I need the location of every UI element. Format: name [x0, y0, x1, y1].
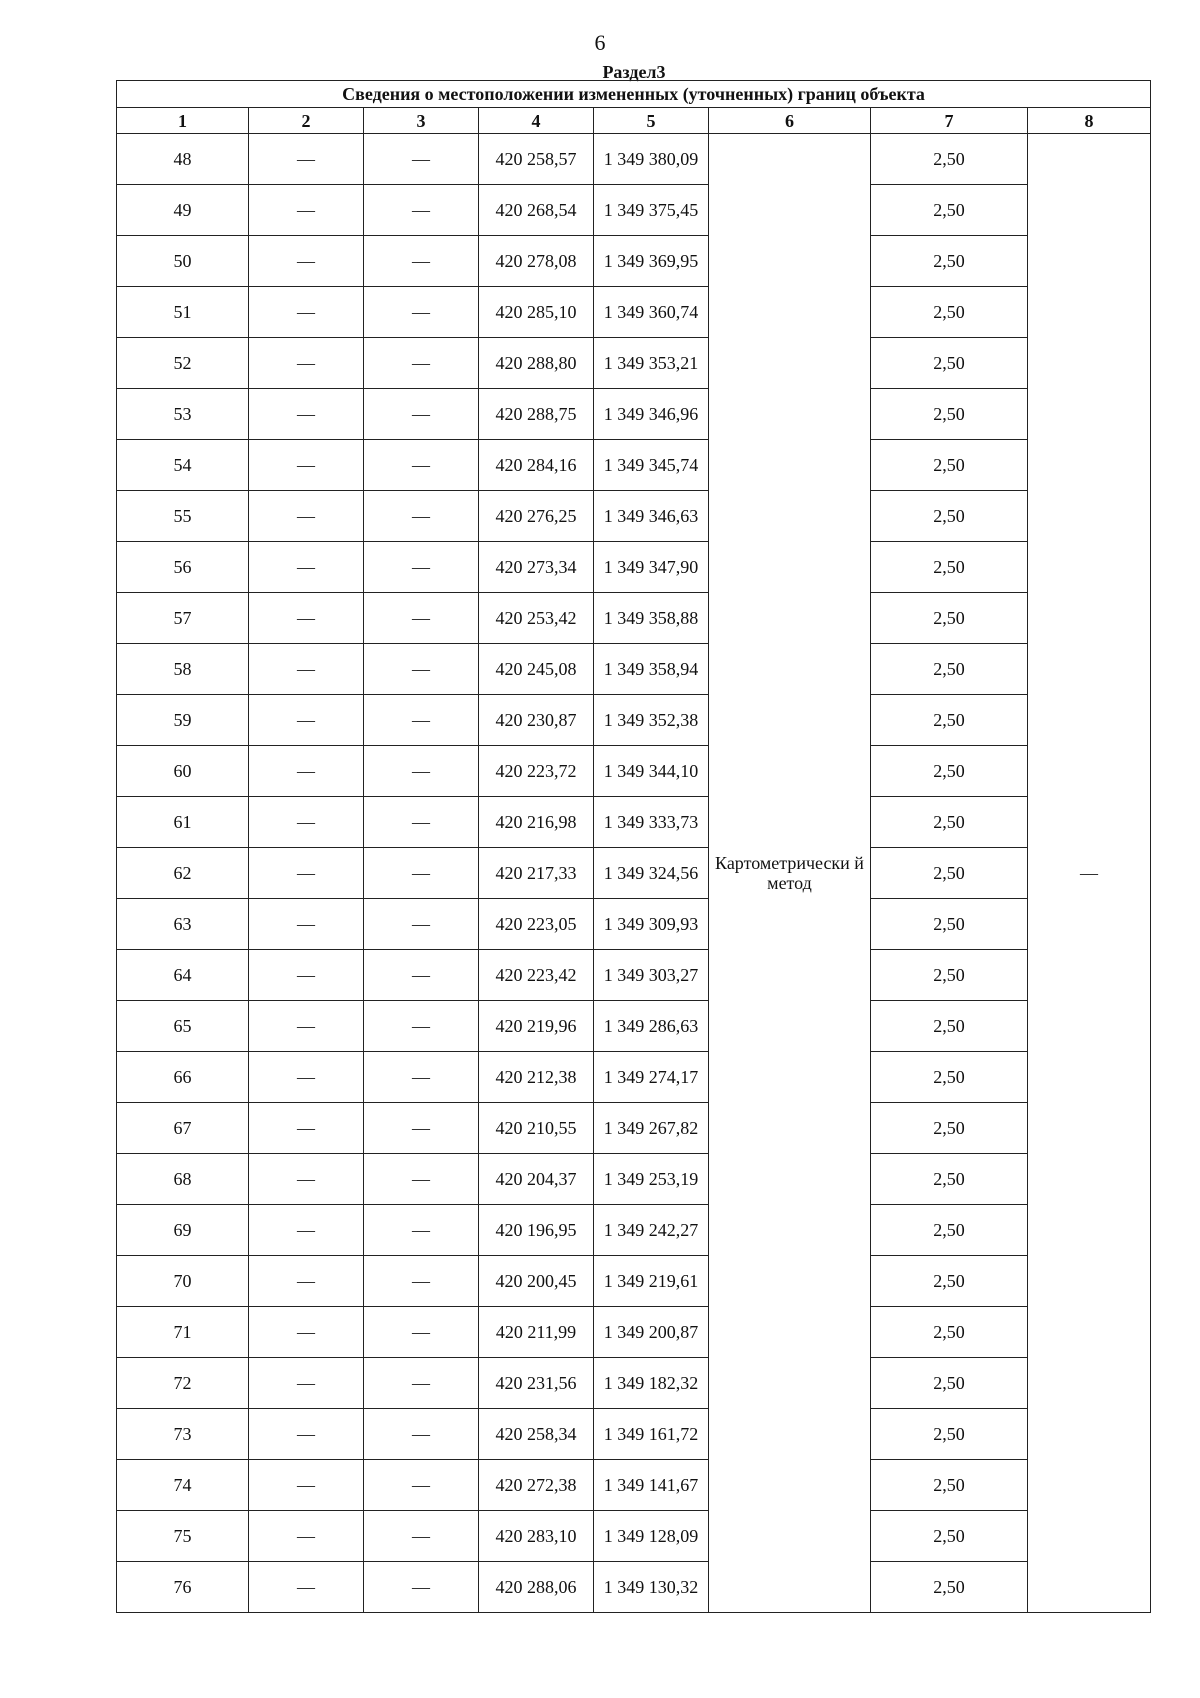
accuracy-cell: 2,50 — [871, 644, 1028, 695]
y-coordinate-cell: 1 349 309,93 — [594, 899, 709, 950]
accuracy-cell: 2,50 — [871, 848, 1028, 899]
y-coordinate-cell: 1 349 182,32 — [594, 1358, 709, 1409]
accuracy-cell: 2,50 — [871, 1256, 1028, 1307]
dash-cell: — — [249, 1307, 364, 1358]
table-row — [117, 542, 1151, 593]
point-number-cell: 60 — [117, 746, 249, 797]
table-row — [117, 1205, 1151, 1256]
y-coordinate-cell: 1 349 352,38 — [594, 695, 709, 746]
dash-cell: — — [249, 440, 364, 491]
table-row — [117, 1409, 1151, 1460]
y-coordinate-cell: 1 349 345,74 — [594, 440, 709, 491]
boundary-coordinates-table — [116, 80, 1151, 1613]
y-coordinate-cell: 1 349 344,10 — [594, 746, 709, 797]
dash-cell: — — [364, 1511, 479, 1562]
point-number-cell: 58 — [117, 644, 249, 695]
dash-cell: — — [249, 1052, 364, 1103]
method-cell: Картометрически й метод — [709, 134, 871, 1613]
dash-cell: — — [249, 1103, 364, 1154]
accuracy-cell: 2,50 — [871, 1358, 1028, 1409]
point-number-cell: 57 — [117, 593, 249, 644]
table-row — [117, 440, 1151, 491]
accuracy-cell: 2,50 — [871, 1154, 1028, 1205]
column-number-row — [117, 108, 1151, 134]
x-coordinate-cell: 420 284,16 — [479, 440, 594, 491]
table-body — [117, 134, 1151, 1613]
dash-cell: — — [249, 1460, 364, 1511]
point-number-cell: 65 — [117, 1001, 249, 1052]
dash-cell: — — [364, 491, 479, 542]
x-coordinate-cell: 420 219,96 — [479, 1001, 594, 1052]
column-number: 6 — [709, 108, 871, 134]
point-number-cell: 68 — [117, 1154, 249, 1205]
accuracy-cell: 2,50 — [871, 389, 1028, 440]
y-coordinate-cell: 1 349 128,09 — [594, 1511, 709, 1562]
dash-cell: — — [364, 1103, 479, 1154]
table-row — [117, 797, 1151, 848]
table-row — [117, 1103, 1151, 1154]
x-coordinate-cell: 420 210,55 — [479, 1103, 594, 1154]
y-coordinate-cell: 1 349 253,19 — [594, 1154, 709, 1205]
y-coordinate-cell: 1 349 346,96 — [594, 389, 709, 440]
y-coordinate-cell: 1 349 242,27 — [594, 1205, 709, 1256]
accuracy-cell: 2,50 — [871, 338, 1028, 389]
dash-cell: — — [249, 644, 364, 695]
point-number-cell: 72 — [117, 1358, 249, 1409]
x-coordinate-cell: 420 288,06 — [479, 1562, 594, 1613]
accuracy-cell: 2,50 — [871, 695, 1028, 746]
dash-cell: — — [249, 1409, 364, 1460]
dash-cell: — — [364, 542, 479, 593]
accuracy-cell: 2,50 — [871, 236, 1028, 287]
dash-cell: — — [364, 848, 479, 899]
y-coordinate-cell: 1 349 353,21 — [594, 338, 709, 389]
dash-cell: — — [249, 236, 364, 287]
dash-cell: — — [249, 134, 364, 185]
x-coordinate-cell: 420 211,99 — [479, 1307, 594, 1358]
table-row — [117, 1562, 1151, 1613]
point-number-cell: 56 — [117, 542, 249, 593]
x-coordinate-cell: 420 253,42 — [479, 593, 594, 644]
accuracy-cell: 2,50 — [871, 185, 1028, 236]
dash-cell: — — [364, 440, 479, 491]
y-coordinate-cell: 1 349 219,61 — [594, 1256, 709, 1307]
dash-cell: — — [364, 899, 479, 950]
y-coordinate-cell: 1 349 130,32 — [594, 1562, 709, 1613]
dash-cell: — — [249, 389, 364, 440]
point-number-cell: 59 — [117, 695, 249, 746]
y-coordinate-cell: 1 349 380,09 — [594, 134, 709, 185]
y-coordinate-cell: 1 349 324,56 — [594, 848, 709, 899]
x-coordinate-cell: 420 273,34 — [479, 542, 594, 593]
table-row — [117, 134, 1151, 185]
point-number-cell: 62 — [117, 848, 249, 899]
accuracy-cell: 2,50 — [871, 1205, 1028, 1256]
dash-cell: — — [364, 1001, 479, 1052]
x-coordinate-cell: 420 258,34 — [479, 1409, 594, 1460]
column-number: 7 — [871, 108, 1028, 134]
table-row — [117, 848, 1151, 899]
point-number-cell: 70 — [117, 1256, 249, 1307]
dash-cell: — — [364, 1205, 479, 1256]
point-number-cell: 67 — [117, 1103, 249, 1154]
x-coordinate-cell: 420 223,42 — [479, 950, 594, 1001]
x-coordinate-cell: 420 196,95 — [479, 1205, 594, 1256]
point-number-cell: 51 — [117, 287, 249, 338]
x-coordinate-cell: 420 283,10 — [479, 1511, 594, 1562]
column-number: 4 — [479, 108, 594, 134]
point-number-cell: 74 — [117, 1460, 249, 1511]
dash-cell: — — [364, 1460, 479, 1511]
point-number-cell: 49 — [117, 185, 249, 236]
y-coordinate-cell: 1 349 274,17 — [594, 1052, 709, 1103]
table-row — [117, 899, 1151, 950]
x-coordinate-cell: 420 245,08 — [479, 644, 594, 695]
point-number-cell: 66 — [117, 1052, 249, 1103]
y-coordinate-cell: 1 349 358,94 — [594, 644, 709, 695]
x-coordinate-cell: 420 223,72 — [479, 746, 594, 797]
accuracy-cell: 2,50 — [871, 491, 1028, 542]
dash-cell: — — [364, 593, 479, 644]
dash-cell: — — [364, 746, 479, 797]
accuracy-cell: 2,50 — [871, 1307, 1028, 1358]
x-coordinate-cell: 420 258,57 — [479, 134, 594, 185]
table-row — [117, 695, 1151, 746]
column-number: 3 — [364, 108, 479, 134]
dash-cell: — — [364, 389, 479, 440]
table-row — [117, 1307, 1151, 1358]
dash-cell: — — [249, 185, 364, 236]
x-coordinate-cell: 420 278,08 — [479, 236, 594, 287]
dash-cell: — — [364, 797, 479, 848]
table-row — [117, 593, 1151, 644]
point-number-cell: 61 — [117, 797, 249, 848]
dash-cell: — — [249, 1511, 364, 1562]
dash-cell: — — [249, 1154, 364, 1205]
x-coordinate-cell: 420 231,56 — [479, 1358, 594, 1409]
point-number-cell: 71 — [117, 1307, 249, 1358]
table-row — [117, 491, 1151, 542]
y-coordinate-cell: 1 349 369,95 — [594, 236, 709, 287]
table-row — [117, 185, 1151, 236]
accuracy-cell: 2,50 — [871, 593, 1028, 644]
point-number-cell: 54 — [117, 440, 249, 491]
point-number-cell: 50 — [117, 236, 249, 287]
table-row — [117, 236, 1151, 287]
dash-cell: — — [249, 593, 364, 644]
accuracy-cell: 2,50 — [871, 1460, 1028, 1511]
accuracy-cell: 2,50 — [871, 1001, 1028, 1052]
dash-cell: — — [249, 1562, 364, 1613]
column-number: 2 — [249, 108, 364, 134]
x-coordinate-cell: 420 217,33 — [479, 848, 594, 899]
column-8-cell: — — [1028, 134, 1151, 1613]
y-coordinate-cell: 1 349 141,67 — [594, 1460, 709, 1511]
section-title: Раздел3 — [602, 62, 666, 82]
dash-cell: — — [249, 797, 364, 848]
accuracy-cell: 2,50 — [871, 1103, 1028, 1154]
dash-cell: — — [364, 1154, 479, 1205]
x-coordinate-cell: 420 212,38 — [479, 1052, 594, 1103]
table-row — [117, 1256, 1151, 1307]
accuracy-cell: 2,50 — [871, 746, 1028, 797]
table-caption: Сведения о местоположении измененных (уточненных) границ объекта — [117, 81, 1151, 108]
table-row — [117, 389, 1151, 440]
x-coordinate-cell: 420 272,38 — [479, 1460, 594, 1511]
table-row — [117, 1001, 1151, 1052]
dash-cell: — — [249, 950, 364, 1001]
dash-cell: — — [364, 236, 479, 287]
y-coordinate-cell: 1 349 347,90 — [594, 542, 709, 593]
dash-cell: — — [364, 185, 479, 236]
dash-cell: — — [249, 1205, 364, 1256]
accuracy-cell: 2,50 — [871, 899, 1028, 950]
point-number-cell: 64 — [117, 950, 249, 1001]
point-number-cell: 52 — [117, 338, 249, 389]
accuracy-cell: 2,50 — [871, 1562, 1028, 1613]
dash-cell: — — [249, 491, 364, 542]
dash-cell: — — [249, 1358, 364, 1409]
y-coordinate-cell: 1 349 303,27 — [594, 950, 709, 1001]
dash-cell: — — [364, 338, 479, 389]
y-coordinate-cell: 1 349 360,74 — [594, 287, 709, 338]
dash-cell: — — [249, 899, 364, 950]
x-coordinate-cell: 420 288,75 — [479, 389, 594, 440]
dash-cell: — — [364, 1052, 479, 1103]
dash-cell: — — [249, 1256, 364, 1307]
table-row — [117, 287, 1151, 338]
table-row — [117, 338, 1151, 389]
accuracy-cell: 2,50 — [871, 1409, 1028, 1460]
y-coordinate-cell: 1 349 346,63 — [594, 491, 709, 542]
point-number-cell: 69 — [117, 1205, 249, 1256]
dash-cell: — — [364, 1307, 479, 1358]
accuracy-cell: 2,50 — [871, 542, 1028, 593]
x-coordinate-cell: 420 223,05 — [479, 899, 594, 950]
point-number-cell: 48 — [117, 134, 249, 185]
x-coordinate-cell: 420 200,45 — [479, 1256, 594, 1307]
table-row — [117, 950, 1151, 1001]
dash-cell: — — [249, 542, 364, 593]
dash-cell: — — [364, 287, 479, 338]
point-number-cell: 55 — [117, 491, 249, 542]
table-row — [117, 746, 1151, 797]
accuracy-cell: 2,50 — [871, 134, 1028, 185]
x-coordinate-cell: 420 268,54 — [479, 185, 594, 236]
y-coordinate-cell: 1 349 375,45 — [594, 185, 709, 236]
x-coordinate-cell: 420 285,10 — [479, 287, 594, 338]
accuracy-cell: 2,50 — [871, 440, 1028, 491]
table-row — [117, 1460, 1151, 1511]
dash-cell: — — [364, 950, 479, 1001]
dash-cell: — — [364, 134, 479, 185]
table-row — [117, 1154, 1151, 1205]
column-number: 8 — [1028, 108, 1151, 134]
table-row — [117, 1358, 1151, 1409]
dash-cell: — — [249, 695, 364, 746]
column-number: 5 — [594, 108, 709, 134]
y-coordinate-cell: 1 349 286,63 — [594, 1001, 709, 1052]
x-coordinate-cell: 420 288,80 — [479, 338, 594, 389]
table-row — [117, 1052, 1151, 1103]
y-coordinate-cell: 1 349 358,88 — [594, 593, 709, 644]
x-coordinate-cell: 420 276,25 — [479, 491, 594, 542]
point-number-cell: 76 — [117, 1562, 249, 1613]
dash-cell: — — [364, 1358, 479, 1409]
column-number: 1 — [117, 108, 249, 134]
dash-cell: — — [249, 746, 364, 797]
accuracy-cell: 2,50 — [871, 287, 1028, 338]
x-coordinate-cell: 420 204,37 — [479, 1154, 594, 1205]
x-coordinate-cell: 420 230,87 — [479, 695, 594, 746]
dash-cell: — — [364, 1409, 479, 1460]
dash-cell: — — [249, 1001, 364, 1052]
dash-cell: — — [249, 287, 364, 338]
accuracy-cell: 2,50 — [871, 797, 1028, 848]
dash-cell: — — [364, 695, 479, 746]
y-coordinate-cell: 1 349 267,82 — [594, 1103, 709, 1154]
dash-cell: — — [249, 848, 364, 899]
accuracy-cell: 2,50 — [871, 1511, 1028, 1562]
dash-cell: — — [364, 1256, 479, 1307]
table-row — [117, 1511, 1151, 1562]
dash-cell: — — [364, 1562, 479, 1613]
point-number-cell: 73 — [117, 1409, 249, 1460]
x-coordinate-cell: 420 216,98 — [479, 797, 594, 848]
point-number-cell: 63 — [117, 899, 249, 950]
y-coordinate-cell: 1 349 161,72 — [594, 1409, 709, 1460]
accuracy-cell: 2,50 — [871, 1052, 1028, 1103]
dash-cell: — — [364, 644, 479, 695]
point-number-cell: 53 — [117, 389, 249, 440]
y-coordinate-cell: 1 349 333,73 — [594, 797, 709, 848]
page-number: 6 — [594, 30, 606, 55]
y-coordinate-cell: 1 349 200,87 — [594, 1307, 709, 1358]
accuracy-cell: 2,50 — [871, 950, 1028, 1001]
dash-cell: — — [249, 338, 364, 389]
table-row — [117, 644, 1151, 695]
point-number-cell: 75 — [117, 1511, 249, 1562]
